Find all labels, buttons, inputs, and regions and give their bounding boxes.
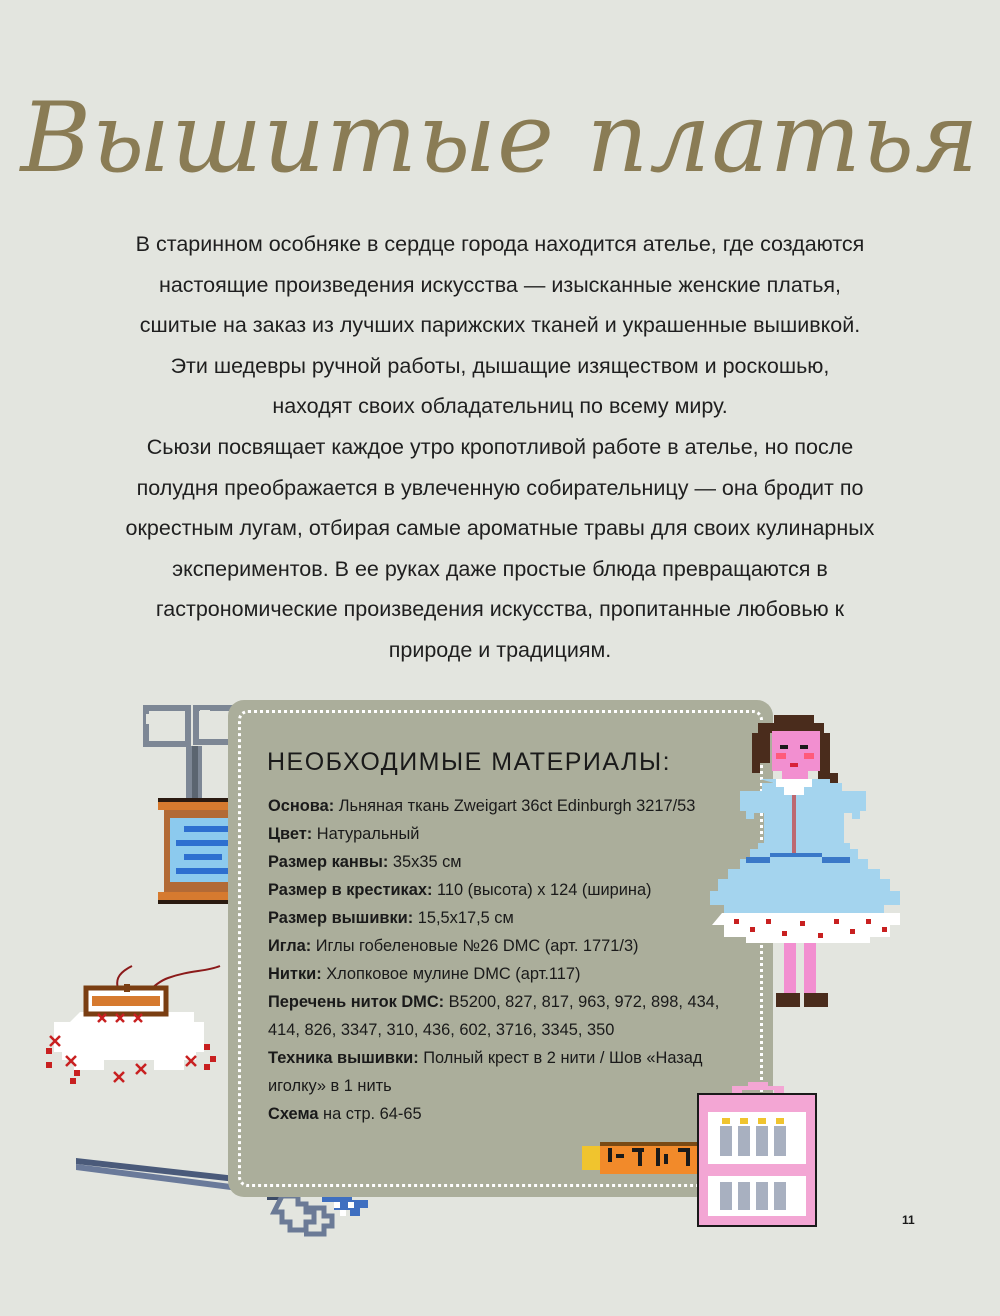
- material-label: Игла:: [268, 937, 312, 955]
- needle-case-icon: [692, 1080, 824, 1230]
- material-item: [268, 1044, 728, 1100]
- embroidery-hoop-icon: [40, 960, 230, 1090]
- material-label: Основа:: [268, 797, 335, 815]
- material-item: [268, 960, 728, 988]
- doll-in-dress-icon: [700, 705, 925, 1025]
- material-item: [268, 876, 728, 904]
- intro-line: В старинном особняке в сердце города находится ателье, где создаются: [135, 232, 865, 256]
- page-number: 11: [902, 1213, 915, 1227]
- material-label: Размер вышивки:: [268, 909, 414, 927]
- intro-line: экспериментов. В ее руках даже простые блюда превращаются в: [172, 556, 828, 581]
- intro-line: природе и традициям.: [388, 637, 612, 662]
- intro-text: [80, 224, 920, 671]
- material-item: [268, 988, 728, 1044]
- intro-line: настоящие произведения искусства — изысканные женские платья,: [158, 272, 842, 297]
- materials-list: [268, 792, 728, 1128]
- material-value: Хлопковое мулине DMC (арт.117): [321, 965, 581, 983]
- materials-heading: НЕОБХОДИМЫЕ МАТЕРИАЛЫ:: [267, 748, 672, 776]
- material-label: Перечень ниток DMC:: [268, 993, 445, 1011]
- intro-line: гастрономические произведения искусства, пропитанные любовью к: [155, 597, 845, 622]
- intro-line: находят своих обладательниц по всему миру.: [272, 394, 728, 419]
- material-value: на стр. 64-65: [318, 1105, 422, 1123]
- intro-line: полудня преображается в увлеченную собирательницу — она бродит по: [136, 475, 864, 500]
- material-item: [268, 848, 728, 876]
- material-label: Техника вышивки:: [268, 1049, 419, 1067]
- intro-line: сшитые на заказ из лучших парижских тканей и украшенные вышивкой.: [139, 313, 861, 338]
- material-item: [268, 1100, 728, 1128]
- material-item: [268, 904, 728, 932]
- material-value: Полный крест в 2 нити / Шов «Назад иголку» в 1 нить: [268, 1049, 703, 1095]
- material-label: Цвет:: [268, 825, 313, 843]
- material-item: [268, 932, 728, 960]
- material-label: Нитки:: [268, 965, 322, 983]
- intro-line: Эти шедевры ручной работы, дышащие изяществом и роскошью,: [170, 353, 830, 378]
- material-value: Натуральный: [312, 825, 420, 843]
- material-value: 110 (высота) х 124 (ширина): [432, 881, 652, 899]
- material-item: [268, 792, 728, 820]
- page-title: Вышитые платья: [20, 82, 980, 194]
- material-value: 35x35 см: [388, 853, 462, 871]
- intro-line: Сьюзи посвящает каждое утро кропотливой работе в ателье, но после: [146, 434, 854, 459]
- material-label: Размер канвы:: [268, 853, 389, 871]
- material-label: Схема: [268, 1105, 319, 1123]
- material-value: Льняная ткань Zweigart 36ct Edinburgh 3217/53: [334, 797, 696, 815]
- material-value: Иглы гобеленовые №26 DMC (арт. 1771/3): [311, 937, 639, 955]
- material-item: [268, 820, 728, 848]
- material-label: Размер в крестиках:: [268, 881, 433, 899]
- intro-line: окрестным лугам, отбирая самые ароматные травы для своих кулинарных: [125, 516, 875, 541]
- material-value: B5200, 827, 817, 963, 972, 898, 434, 414, 826, 3347, 310, 436, 602, 3716, 3345, 350: [268, 993, 720, 1039]
- material-value: 15,5x17,5 см: [413, 909, 514, 927]
